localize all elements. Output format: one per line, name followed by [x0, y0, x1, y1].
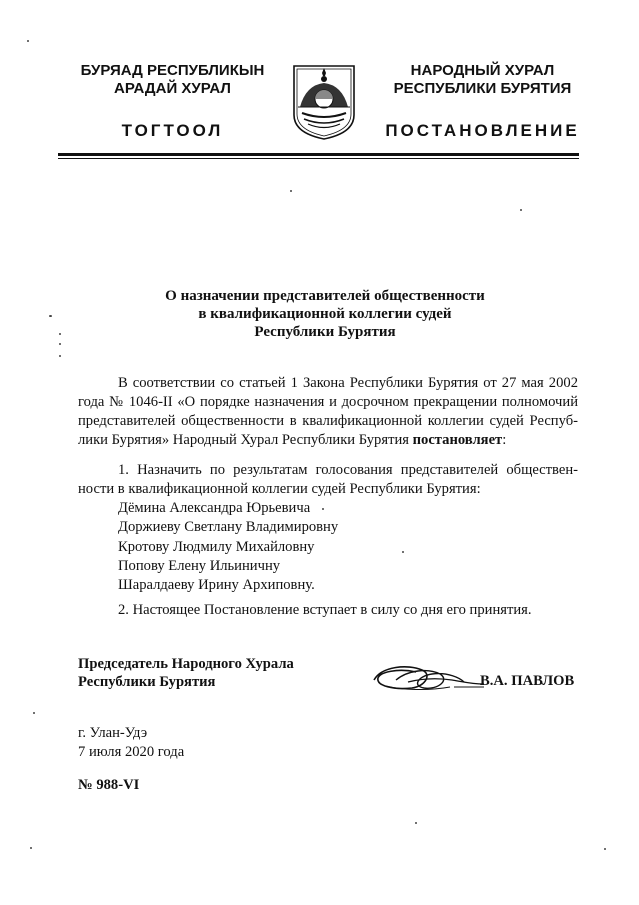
clause-1-line-2: ности в квалификационной коллегии судей Республики Бурятия: — [78, 481, 481, 497]
preamble-line-1: В соответствии со статьей 1 Закона Республики Бурятия от 27 мая 2002 — [118, 375, 578, 391]
clause-2-line: 2. Настоящее Постановление вступает в силу со дня его принятия. — [118, 602, 532, 618]
scan-speck — [415, 822, 417, 824]
signatory-position — [78, 655, 294, 691]
scan-speck — [33, 712, 35, 714]
signatory-position-line-1: Председатель Народного Хурала — [78, 656, 294, 672]
document-number: № 988-VI — [78, 777, 140, 793]
clause-2-paragraph — [78, 601, 578, 620]
preamble-line-4-end: : — [502, 432, 507, 448]
handwritten-signature — [368, 660, 488, 696]
list-item: Кротову Людмилу Михайловну — [118, 538, 315, 555]
resolves-keyword: постановляет — [412, 432, 503, 448]
list-item: Шаралдаеву Ирину Архиповну. — [118, 577, 315, 594]
preamble-line-2: года № 1046-II «О порядке назначения и досрочном прекращении полномочий — [78, 394, 578, 410]
header-divider-thin — [58, 158, 579, 159]
place-and-date — [78, 724, 184, 762]
header-left-line1: БУРЯАД РЕСПУБЛИКЫН — [80, 62, 265, 79]
place: г. Улан-Удэ — [78, 725, 148, 741]
coat-of-arms-icon — [292, 63, 356, 141]
header-right-doctype: ПОСТАНОВЛЕНИЕ — [385, 121, 580, 140]
scan-speck — [49, 315, 52, 317]
appointee-list — [118, 499, 338, 595]
header-left-doctype: ТОГТООЛ — [121, 121, 224, 140]
clause-1-paragraph — [78, 461, 578, 499]
scan-speck — [59, 333, 61, 335]
header-right-authority — [370, 62, 595, 98]
clause-1-line-1: 1. Назначить по результатам голосования представителей обществен- — [118, 462, 578, 478]
header-right-line1: НАРОДНЫЙ ХУРАЛ — [410, 62, 555, 79]
signatory-position-line-2: Республики Бурятия — [78, 674, 216, 690]
scan-speck — [30, 847, 32, 849]
list-item: Дёмина Александра Юрьевича — [118, 500, 311, 516]
scan-speck — [604, 848, 606, 850]
scan-speck — [322, 508, 324, 510]
preamble-line-3: представителей общественности в квалификационной коллегии судей Респуб- — [78, 413, 578, 429]
preamble-line-4-text: лики Бурятия» Народный Хурал Республики Бурятия — [78, 432, 413, 448]
resolution-title — [120, 287, 530, 341]
scan-speck — [402, 551, 404, 553]
preamble-line-4 — [78, 431, 578, 450]
header-left-line2: АРАДАЙ ХУРАЛ — [114, 80, 231, 97]
preamble-paragraph — [78, 374, 578, 450]
title-line-3: Республики Бурятия — [254, 324, 396, 340]
list-item: Доржиеву Светлану Владимировну — [118, 519, 339, 536]
list-item: Попову Елену Ильиничну — [118, 557, 281, 574]
scan-speck — [290, 190, 292, 192]
scan-speck — [520, 209, 522, 211]
scan-speck — [59, 355, 61, 357]
scan-speck — [27, 40, 29, 42]
header-divider-thick — [58, 153, 579, 156]
header-right-line2: РЕСПУБЛИКИ БУРЯТИЯ — [393, 80, 572, 97]
title-line-1: О назначении представителей общественности — [165, 288, 485, 304]
title-line-2: в квалификационной коллегии судей — [198, 306, 452, 322]
signatory-name: В.А. ПАВЛОВ — [480, 673, 575, 689]
scan-speck — [59, 343, 61, 345]
date: 7 июля 2020 года — [78, 744, 185, 760]
header-left-authority — [60, 62, 285, 98]
